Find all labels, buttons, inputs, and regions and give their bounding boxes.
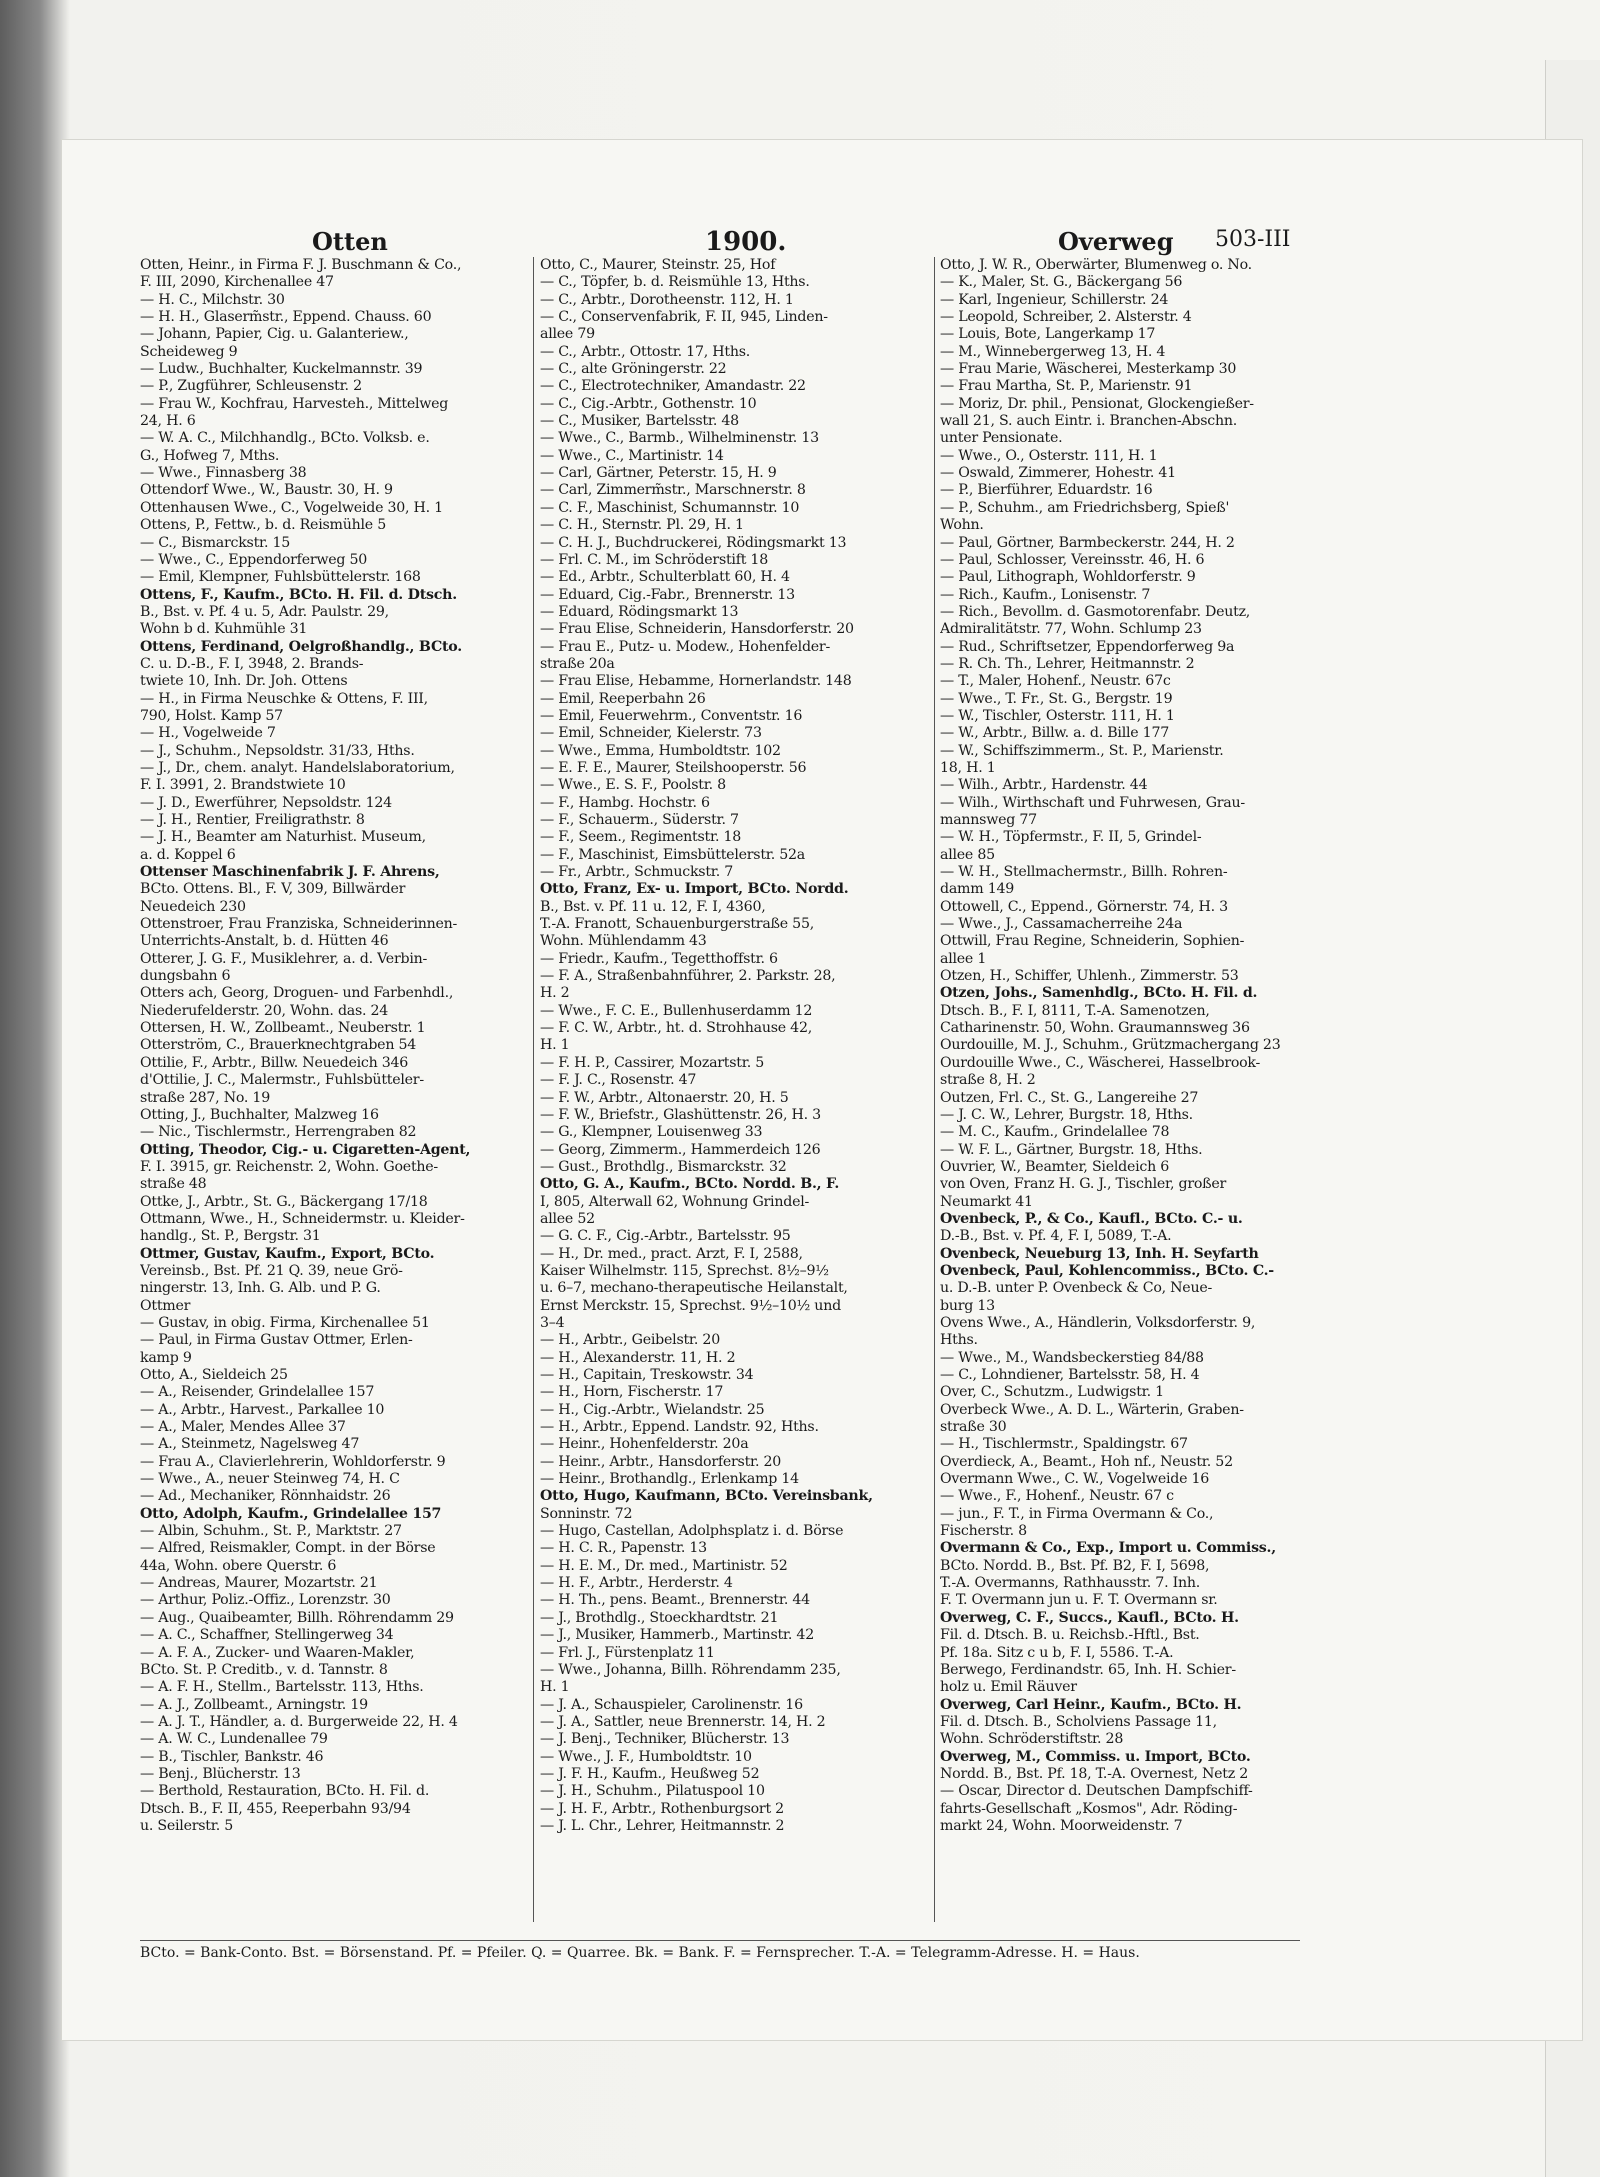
directory-line: — Frau W., Kochfrau, Harvestеh., Mittelweg [140, 395, 449, 412]
directory-line: Otto, Hugo, Kaufmann, BCto. Vereinsbank, [540, 1488, 873, 1505]
directory-line: — Wwe., J. F., Humboldtstr. 10 [540, 1748, 752, 1765]
directory-line: — A., Arbtr., Harvest., Parkallee 10 [140, 1401, 385, 1418]
directory-line: — Wwe., Finnasberg 38 [140, 465, 307, 482]
directory-line: Berwego, Ferdinandstr. 65, Inh. H. Schier- [940, 1661, 1236, 1678]
directory-line: — C., Musiker, Bartelsstr. 48 [540, 413, 739, 430]
directory-line: — Berthold, Restauration, BCto. H. Fil. d. [140, 1783, 430, 1800]
directory-line: — Wwe., E. S. F., Poolstr. 8 [540, 777, 726, 794]
directory-line: Ottenser Maschinenfabrik J. F. Ahrens, [140, 864, 440, 881]
directory-line: T.-A. Overmanns, Rathhausstr. 7. Inh. [940, 1575, 1200, 1592]
directory-line: — Rich., Kaufm., Lonisenstr. 7 [940, 586, 1151, 603]
directory-line: allee 52 [540, 1210, 595, 1227]
directory-line: Fil. d. Dtsch. B., Scholviens Passage 11, [940, 1713, 1217, 1730]
directory-line: — Johann, Papier, Cig. u. Galanteriew., [140, 326, 409, 343]
directory-line: Admiralitätstr. 77, Wohn. Schlump 23 [940, 621, 1202, 638]
directory-line: — Wwe., O., Osterstr. 111, H. 1 [940, 447, 1158, 464]
directory-line: Ottmer [140, 1297, 191, 1314]
directory-line: — J. Benj., Techniker, Blücherstr. 13 [540, 1731, 790, 1748]
directory-line: a. d. Koppel 6 [140, 846, 236, 863]
directory-line: u. D.-B. unter P. Ovenbeck & Co, Neue- [940, 1280, 1213, 1297]
directory-line: — Rich., Bevollm. d. Gasmotorenfabr. Deutz, [940, 603, 1251, 620]
directory-line: — A. F. H., Stellm., Bartelsstr. 113, Hths. [140, 1679, 424, 1696]
directory-line: — J. H., Rentier, Freiligrathstr. 8 [140, 812, 365, 828]
directory-line: handlg., St. P., Bergstr. 31 [140, 1228, 321, 1245]
directory-line: 44a, Wohn. obere Querstr. 6 [140, 1557, 337, 1574]
directory-line: — Heinr., Brothandlg., Erlenkamp 14 [540, 1471, 799, 1488]
directory-line: F. III, 2090, Kirchenallee 47 [140, 274, 334, 291]
directory-line: — Gustav, in obig. Firma, Kirchenallee 51 [140, 1314, 430, 1331]
directory-line: Vereinsb., Bst. Pf. 21 Q. 39, neue Grö- [140, 1262, 403, 1279]
directory-line: — P., Zugführer, Schleusenstr. 2 [140, 378, 362, 395]
directory-line: Hths. [940, 1332, 978, 1349]
directory-line: Fischerstr. 8 [940, 1523, 1027, 1540]
directory-line: — J., Schuhm., Nepsoldstr. 31/33, Hths. [140, 742, 415, 759]
directory-line: — Oscar, Director d. Deutschen Dampfschiff- [940, 1783, 1253, 1800]
directory-line: Otto, A., Sieldeich 25 [140, 1367, 288, 1383]
directory-line: Ottwill, Frau Regine, Schneiderin, Sophien- [940, 933, 1245, 950]
directory-line: Ottersen, H. W., Zollbeamt., Neuberstr. 1 [140, 1020, 426, 1037]
directory-line: Otto, Franz, Ex- u. Import, BCto. Nordd. [540, 881, 849, 898]
directory-line: — F. H. P., Cassirer, Mozartstr. 5 [540, 1054, 765, 1071]
directory-line: — J. C. W., Lehrer, Burgstr. 18, Hths. [940, 1106, 1193, 1123]
directory-line: — Wilh., Wirthschaft und Fuhrwesen, Grau- [940, 794, 1245, 811]
directory-line: — F., Maschinist, Eimsbüttelerstr. 52a [540, 846, 806, 863]
directory-line: — F., Schauerm., Süderstr. 7 [540, 812, 739, 828]
directory-line: twiete 10, Inh. Dr. Joh. Ottens [140, 673, 348, 690]
directory-line: — H. E. M., Dr. med., Martinistr. 52 [540, 1557, 788, 1574]
directory-line: — H., Arbtr., Eppend. Landstr. 92, Hths. [540, 1419, 819, 1436]
directory-line: Ernst Merckstr. 15, Sprechst. 9½–10½ und [540, 1297, 841, 1314]
directory-line: — G. C. F., Cig.-Arbtr., Bartelsstr. 95 [540, 1228, 791, 1245]
directory-line: — H., in Firma Neuschke & Ottens, F. III, [140, 690, 428, 707]
directory-line: Ovenbeck, Paul, Kohlencommiss., BCto. C.- [940, 1262, 1274, 1279]
directory-line: Overweg, M., Commiss. u. Import, BCto. [940, 1748, 1251, 1765]
header-right-keyword: Overweg [1058, 227, 1174, 256]
directory-line: Ovens Wwe., A., Händlerin, Volksdorferstr. 9, [940, 1314, 1256, 1331]
directory-line: F. I. 3915, gr. Reichenstr. 2, Wohn. Goethe- [140, 1158, 438, 1175]
directory-line: C. u. D.-B., F. I, 3948, 2. Brands- [140, 655, 364, 672]
directory-line: — C., Bismarckstr. 15 [140, 534, 291, 551]
directory-line: fahrts-Gesellschaft „Kosmos", Adr. Röding- [940, 1800, 1238, 1817]
directory-line: allee 85 [940, 846, 995, 863]
directory-line: — R. Ch. Th., Lehrer, Heitmannstr. 2 [940, 655, 1195, 672]
directory-line: — Emil, Feuerwehrm., Conventstr. 16 [540, 707, 803, 724]
directory-line: Otto, G. A., Kaufm., BCto. Nordd. B., F. [540, 1176, 840, 1193]
directory-line: Overweg, C. F., Succs., Kaufl., BCto. H. [940, 1609, 1239, 1626]
column-divider [533, 257, 534, 1922]
directory-line: — A. C., Schaffner, Stellingerweg 34 [140, 1627, 394, 1644]
directory-line: — Ed., Arbtr., Schulterblatt 60, H. 4 [540, 569, 790, 586]
directory-line: — Hugo, Castellan, Adolphsplatz i. d. Börse [540, 1523, 844, 1540]
directory-line: Ovenbeck, P., & Co., Kaufl., BCto. C.- u. [940, 1210, 1243, 1227]
directory-line: — Paul, in Firma Gustav Ottmer, Erlen- [140, 1332, 413, 1349]
directory-line: — Frau E., Putz- u. Modew., Hohenfelder- [540, 638, 830, 655]
directory-line: — Paul, Schlosser, Vereinsstr. 46, H. 6 [940, 551, 1205, 568]
directory-line: Wohn b d. Kuhmühle 31 [140, 621, 308, 638]
directory-line: Otto, C., Maurer, Steinstr. 25, Hof [540, 257, 776, 273]
directory-line: — Wilh., Arbtr., Hardenstr. 44 [940, 777, 1148, 794]
directory-line: — W. H., Töpfermstr., F. II, 5, Grindel- [940, 829, 1202, 846]
directory-line: — A. J. T., Händler, a. d. Burgerweide 22, H. 4 [140, 1713, 458, 1730]
directory-line: — A., Reisender, Grindelallee 157 [140, 1384, 375, 1401]
directory-line: — J. D., Ewerführer, Nepsoldstr. 124 [140, 794, 392, 811]
directory-line: Otting, Theodor, Cig.- u. Cigaretten-Agent, [140, 1141, 471, 1158]
directory-line: 18, H. 1 [940, 759, 996, 776]
directory-line: damm 149 [940, 881, 1015, 898]
directory-line: — Eduard, Rödingsmarkt 13 [540, 603, 739, 620]
directory-line: — Wwe., F. C. E., Bullenhuserdamm 12 [540, 1002, 813, 1019]
directory-line: — J. L. Chr., Lehrer, Heitmannstr. 2 [540, 1817, 785, 1834]
directory-line: Ottowell, C., Eppend., Görnerstr. 74, H. 3 [940, 898, 1228, 915]
directory-line: — Wwe., T. Fr., St. G., Bergstr. 19 [940, 690, 1173, 707]
directory-line: Unterrichts-Anstalt, b. d. Hütten 46 [140, 933, 389, 950]
directory-line: d'Ottilie, J. C., Malermstr., Fuhlsbütteler- [140, 1072, 424, 1089]
directory-line: burg 13 [940, 1297, 995, 1314]
directory-line: Ottendorf Wwe., W., Baustr. 30, H. 9 [140, 482, 393, 499]
directory-line: Catharinenstr. 50, Wohn. Graumannsweg 36 [940, 1020, 1250, 1037]
directory-line: — Frau A., Clavierlehrerin, Wohldorferstr. 9 [140, 1453, 446, 1470]
directory-line: — Moriz, Dr. phil., Pensionat, Glockengießer- [940, 395, 1254, 412]
directory-line: u. 6–7, mechano-therapeutische Heilanstalt, [540, 1280, 848, 1297]
directory-line: — C., Lohndiener, Bartelsstr. 58, H. 4 [940, 1367, 1200, 1383]
directory-line: 24, H. 6 [140, 413, 196, 430]
directory-line: D.-B., Bst. v. Pf. 4, F. I, 5089, T.-A. [940, 1228, 1172, 1245]
directory-line: — W., Tischler, Osterstr. 111, H. 1 [940, 707, 1175, 724]
directory-line: — W., Schiffszimmerm., St. P., Marienstr. [940, 742, 1224, 759]
directory-line: — Wwe., Emma, Humboldtstr. 102 [540, 742, 781, 759]
page-number: 503-III [1215, 227, 1291, 252]
directory-line: — Oswald, Zimmerer, Hohestr. 41 [940, 465, 1176, 482]
directory-line: Overdieck, A., Beamt., Hoh nf., Neustr. 52 [940, 1453, 1233, 1470]
directory-line: — C. H., Sternstr. Pl. 29, H. 1 [540, 517, 744, 534]
directory-line: — H., Capitain, Treskowstr. 34 [540, 1367, 754, 1383]
directory-line: Scheideweg 9 [140, 343, 238, 360]
directory-line: — Rud., Schriftsetzer, Eppendorferweg 9a [940, 638, 1235, 655]
directory-line: — G., Klempner, Louisenweg 33 [540, 1124, 763, 1141]
directory-line: — J. H., Schuhm., Pilatuspool 10 [540, 1783, 765, 1800]
column-1 [140, 257, 528, 1835]
directory-line: Dtsch. B., F. I, 8111, T.-A. Samenotzen, [940, 1002, 1210, 1019]
directory-line: Kaiser Wilhelmstr. 115, Sprechst. 8½–9½ [540, 1262, 829, 1279]
directory-line: — Friedr., Kaufm., Tegetthoffstr. 6 [540, 950, 778, 967]
directory-line: Otzen, Johs., Samenhdlg., BCto. H. Fil. d. [940, 985, 1258, 1002]
directory-line: — C., Conservenfabrik, F. II, 945, Linden- [540, 309, 828, 326]
directory-line: — W., Arbtr., Billw. a. d. Bille 177 [940, 725, 1170, 742]
directory-line: — J. H. F., Arbtr., Rothenburgsort 2 [540, 1800, 784, 1817]
directory-line: — Wwe., Johanna, Billh. Röhrendamm 235, [540, 1661, 841, 1678]
directory-line: — A. J., Zollbeamt., Arningstr. 19 [140, 1696, 368, 1713]
directory-line: — H., Dr. med., pract. Arzt, F. I, 2588, [540, 1245, 803, 1262]
directory-line: Otzen, H., Schiffer, Uhlenh., Zimmerstr. 53 [940, 968, 1239, 985]
directory-line: dungsbahn 6 [140, 968, 231, 985]
directory-line: mannsweg 77 [940, 812, 1037, 828]
directory-line: B., Bst. v. Pf. 11 u. 12, F. I, 4360, [540, 898, 766, 915]
directory-line: — J., Dr., chem. analyt. Handelslaboratorium, [140, 759, 455, 776]
directory-line: — H. C. R., Papenstr. 13 [540, 1540, 707, 1557]
directory-line: — Paul, Lithograph, Wohldorferstr. 9 [940, 569, 1196, 586]
directory-line: Wohn. [940, 517, 984, 534]
directory-line: — Frau Martha, St. P., Marienstr. 91 [940, 378, 1193, 395]
directory-line: — Benj., Blücherstr. 13 [140, 1765, 301, 1782]
directory-line: H. 1 [540, 1679, 570, 1696]
directory-line: — H., Vogelweide 7 [140, 725, 276, 742]
directory-line: — C., Cig.-Arbtr., Gothenstr. 10 [540, 395, 757, 412]
directory-line: — C., Arbtr., Dorotheenstr. 112, H. 1 [540, 291, 794, 308]
directory-line: straße 287, No. 19 [140, 1089, 270, 1106]
directory-line: — H., Cig.-Arbtr., Wielandstr. 25 [540, 1401, 765, 1418]
directory-line: Ottke, J., Arbtr., St. G., Bäckergang 17/18 [140, 1193, 428, 1210]
directory-line: — A., Steinmetz, Nagelsweg 47 [140, 1436, 360, 1453]
directory-line: Overbeck Wwe., A. D. L., Wärterin, Graben- [940, 1401, 1244, 1418]
directory-line: Fil. d. Dtsch. B. u. Reichsb.-Hftl., Bst. [940, 1627, 1200, 1644]
directory-line: Neuedeich 230 [140, 898, 246, 915]
directory-line: — H. C., Milchstr. 30 [140, 291, 285, 308]
directory-line: — F. A., Straßenbahnführer, 2. Parkstr. 28, [540, 968, 836, 985]
directory-line: — T., Maler, Hohenf., Neustr. 67c [940, 673, 1171, 690]
directory-line: Ottens, F., Kaufm., BCto. H. Fil. d. Dtsch. [140, 586, 457, 603]
directory-line: Overmann Wwe., C. W., Vogelweide 16 [940, 1471, 1210, 1488]
directory-line: — F. W., Arbtr., Altonaerstr. 20, H. 5 [540, 1089, 789, 1106]
directory-line: — A. W. C., Lundenallee 79 [140, 1731, 328, 1748]
directory-line: — H., Arbtr., Geibelstr. 20 [540, 1332, 720, 1349]
column-3 [940, 257, 1328, 1835]
directory-line: — Carl, Zimmerm̃str., Marschnerstr. 8 [540, 482, 806, 499]
directory-line: Pf. 18a. Sitz c u b, F. I, 5586. T.-A. [940, 1644, 1174, 1661]
directory-line: — H., Horn, Fischerstr. 17 [540, 1384, 724, 1401]
directory-line: kamp 9 [140, 1349, 192, 1366]
directory-line: — H. H., Glaserm̃str., Eppend. Chauss. 60 [140, 309, 432, 326]
abbreviation-legend: BCto. = Bank-Conto. Bst. = Börsenstand. Pf. = Pfeiler. Q. = Quarree. Bk. = Bank. F. = Fernsprecher. T.-A. = Telegramm-Adresse. H. = Haus. [140, 1940, 1300, 1961]
directory-line: — C., Töpfer, b. d. Reismühle 13, Hths. [540, 274, 810, 291]
directory-line: — P., Bierführer, Eduardstr. 16 [940, 482, 1153, 499]
column-divider [934, 257, 935, 1922]
directory-line: Ourdouille, M. J., Schuhm., Grützmachergang 23 [940, 1037, 1281, 1054]
directory-line: Otto, Adolph, Kaufm., Grindelallee 157 [140, 1505, 442, 1522]
directory-line: Ottens, Ferdinand, Oelgroßhandlg., BCto. [140, 638, 462, 655]
directory-line: G., Hofweg 7, Mths. [140, 447, 280, 464]
directory-line: markt 24, Wohn. Moorweidenstr. 7 [940, 1817, 1183, 1834]
directory-line: — C., alte Gröningerstr. 22 [540, 361, 727, 378]
directory-line: — Frau Elise, Hebamme, Hornerlandstr. 148 [540, 673, 852, 690]
directory-line: Ottens, P., Fettw., b. d. Reismühle 5 [140, 517, 386, 534]
directory-line: — C. H. J., Buchdruckerei, Rödingsmarkt 13 [540, 534, 847, 551]
directory-line: Otterström, C., Brauerknechtgraben 54 [140, 1037, 417, 1054]
directory-line: — Nic., Tischlermstr., Herrengraben 82 [140, 1124, 417, 1141]
directory-line: — Andreas, Maurer, Mozartstr. 21 [140, 1575, 378, 1592]
directory-line: — Emil, Reeperbahn 26 [540, 690, 706, 707]
directory-line: — F., Seem., Regimentstr. 18 [540, 829, 742, 846]
directory-line: Ottenstroer, Frau Franziska, Schneiderinnen- [140, 916, 458, 933]
column-2 [540, 257, 928, 1835]
directory-line: — Louis, Bote, Langerkamp 17 [940, 326, 1156, 343]
directory-line: — K., Maler, St. G., Bäckergang 56 [940, 274, 1183, 291]
directory-line: — Wwe., C., Barmb., Wilhelminenstr. 13 [540, 430, 819, 447]
directory-line: Ovenbeck, Neueburg 13, Inh. H. Seyfarth [940, 1245, 1259, 1262]
directory-line: — A., Maler, Mendes Allee 37 [140, 1419, 346, 1436]
directory-line: — J. H., Beamter am Naturhist. Museum, [140, 829, 426, 846]
directory-line: — Frau Marie, Wäscherei, Mesterkamp 30 [940, 361, 1237, 378]
directory-line: Outzen, Frl. C., St. G., Langereihe 27 [940, 1089, 1199, 1106]
directory-line: Ottenhausen Wwe., C., Vogelweide 30, H. 1 [140, 499, 443, 516]
directory-line: — Heinr., Arbtr., Hansdorferstr. 20 [540, 1453, 782, 1470]
directory-line: — J., Brothdlg., Stoeckhardtstr. 21 [540, 1609, 779, 1626]
directory-line: — M., Winnebergerweg 13, H. 4 [940, 343, 1166, 360]
directory-line: straße 8, H. 2 [940, 1072, 1036, 1089]
directory-line: H. 1 [540, 1037, 570, 1054]
directory-line: — Carl, Gärtner, Peterstr. 15, H. 9 [540, 465, 777, 482]
directory-line: — H. F., Arbtr., Herderstr. 4 [540, 1575, 733, 1592]
directory-line: Overweg, Carl Heinr., Kaufm., BCto. H. [940, 1696, 1242, 1713]
directory-line: Ouvrier, W., Beamter, Sieldeich 6 [940, 1158, 1170, 1175]
directory-line: Ottilie, F., Arbtr., Billw. Neuedeich 346 [140, 1054, 409, 1071]
directory-line: — Georg, Zimmerm., Hammerdeich 126 [540, 1141, 821, 1158]
directory-line: — M. C., Kaufm., Grindelallee 78 [940, 1124, 1170, 1141]
directory-line: Dtsch. B., F. II, 455, Reeperbahn 93/94 [140, 1800, 411, 1817]
directory-line: — Wwe., M., Wandsbeckerstieg 84/88 [940, 1349, 1204, 1366]
directory-line: — Albin, Schuhm., St. P., Marktstr. 27 [140, 1523, 402, 1540]
directory-line: ningerstr. 13, Inh. G. Alb. und P. G. [140, 1280, 381, 1297]
directory-line: — Karl, Ingenieur, Schillerstr. 24 [940, 291, 1169, 308]
directory-line: — H., Alexanderstr. 11, H. 2 [540, 1349, 736, 1366]
directory-line: Otto, J. W. R., Oberwärter, Blumenweg o. No. [940, 257, 1252, 273]
directory-line: — F. J. C., Rosenstr. 47 [540, 1072, 697, 1089]
directory-line: — Fr., Arbtr., Schmuckstr. 7 [540, 864, 734, 881]
directory-line: Otting, J., Buchhalter, Malzweg 16 [140, 1106, 379, 1123]
directory-line: — P., Schuhm., am Friedrichsberg, Spieß' [940, 499, 1230, 516]
directory-line: I, 805, Alterwall 62, Wohnung Grindel- [540, 1193, 810, 1210]
directory-line: F. I. 3991, 2. Brandstwiete 10 [140, 777, 346, 794]
directory-line: Wohn. Mühlendamm 43 [540, 933, 707, 950]
header-left-keyword: Otten [312, 227, 388, 256]
directory-line: F. T. Overmann jun u. F. T. Overmann sr. [940, 1592, 1218, 1609]
directory-line: — C. F., Maschinist, Schumannstr. 10 [540, 499, 800, 516]
directory-line: Overmann & Co., Exp., Import u. Commiss., [940, 1540, 1276, 1557]
directory-line: — F., Hambg. Hochstr. 6 [540, 794, 710, 811]
directory-line: H. 2 [540, 985, 570, 1002]
directory-line: — Frl. C. M., im Schröderstift 18 [540, 551, 768, 568]
directory-line: — J. A., Schauspieler, Carolinenstr. 16 [540, 1696, 803, 1713]
directory-line: — Ludw., Buchhalter, Kuckelmannstr. 39 [140, 361, 423, 378]
directory-line: — Eduard, Cig.-Fabr., Brennerstr. 13 [540, 586, 795, 603]
directory-line: von Oven, Franz H. G. J., Tischler, großer [940, 1176, 1227, 1193]
directory-line: — J. A., Sattler, neue Brennerstr. 14, H. 2 [540, 1713, 826, 1730]
directory-line: — A. F. A., Zucker- und Waaren-Makler, [140, 1644, 415, 1661]
directory-line: — B., Tischler, Bankstr. 46 [140, 1748, 324, 1765]
directory-line: Niederufelderstr. 20, Wohn. das. 24 [140, 1002, 389, 1019]
directory-line: — Wwe., A., neuer Steinweg 74, H. C [140, 1471, 400, 1488]
directory-line: Over, C., Schutzm., Ludwigstr. 1 [940, 1384, 1164, 1401]
directory-line: Wohn. Schröderstiftstr. 28 [940, 1731, 1124, 1748]
directory-line: — E. F. E., Maurer, Steilshooperstr. 56 [540, 759, 807, 776]
directory-line: — Ad., Mechaniker, Rönnhaidstr. 26 [140, 1488, 391, 1505]
directory-line: — Frau Elise, Schneiderin, Hansdorferstr. 20 [540, 621, 854, 638]
directory-line: — C., Electrotechniker, Amandastr. 22 [540, 378, 806, 395]
directory-line: BCto. Nordd. B., Bst. Pf. B2, F. I, 5698, [940, 1557, 1210, 1574]
directory-line: 790, Holst. Kamp 57 [140, 707, 283, 724]
directory-line: Ourdouille Wwe., C., Wäscherei, Hasselbrook- [940, 1054, 1261, 1071]
directory-line: — jun., F. T., in Firma Overmann & Co., [940, 1505, 1214, 1522]
directory-line: — C., Arbtr., Ottostr. 17, Hths. [540, 343, 751, 360]
directory-line: Ottmer, Gustav, Kaufm., Export, BCto. [140, 1245, 435, 1262]
directory-line: straße 30 [940, 1419, 1007, 1436]
directory-line: — Aug., Quaibeamter, Billh. Röhrendamm 29 [140, 1609, 454, 1626]
directory-line: BCto. Ottens. Bl., F. V, 309, Billwärder [140, 881, 406, 898]
directory-line: — Emil, Klempner, Fuhlsbüttelerstr. 168 [140, 569, 421, 586]
directory-line: — J., Musiker, Hammerb., Martinstr. 42 [540, 1627, 814, 1644]
directory-line: 3–4 [540, 1314, 565, 1331]
directory-line: — Gust., Brothdlg., Bismarckstr. 32 [540, 1158, 787, 1175]
directory-line: — F. C. W., Arbtr., ht. d. Strohhause 42, [540, 1020, 812, 1037]
directory-line: Otters ach, Georg, Droguen- und Farbenhdl., [140, 985, 454, 1002]
header-year: 1900. [705, 227, 787, 257]
directory-line: Otten, Heinr., in Firma F. J. Buschmann & Co., [140, 257, 462, 273]
directory-line: — H., Tischlermstr., Spaldingstr. 67 [940, 1436, 1188, 1453]
directory-line: — W. A. C., Milchhandlg., BCto. Volksb. e. [140, 430, 430, 447]
directory-line: Otterer, J. G. F., Musiklehrer, a. d. Verbin- [140, 950, 428, 967]
directory-line: Ottmann, Wwe., H., Schneidermstr. u. Kleider- [140, 1210, 465, 1227]
directory-line: unter Pensionate. [940, 430, 1063, 447]
directory-line: — J. F. H., Kaufm., Heußweg 52 [540, 1765, 760, 1782]
directory-line: T.-A. Franott, Schauenburgerstraße 55, [540, 916, 814, 933]
directory-line: BCto. St. P. Creditb., v. d. Tannstr. 8 [140, 1661, 388, 1678]
directory-line: straße 48 [140, 1176, 207, 1193]
directory-line: — F. W., Briefstr., Glashüttenstr. 26, H. 3 [540, 1106, 821, 1123]
directory-line: u. Seilerstr. 5 [140, 1817, 234, 1834]
directory-line: allee 79 [540, 326, 595, 343]
directory-line: — Arthur, Poliz.-Offiz., Lorenzstr. 30 [140, 1592, 391, 1609]
directory-line: — Wwe., F., Hohenf., Neustr. 67 c [940, 1488, 1174, 1505]
directory-line: straße 20a [540, 655, 615, 672]
directory-line: — Emil, Schneider, Kielerstr. 73 [540, 725, 762, 742]
directory-line: — Wwe., J., Cassamacherreihe 24a [940, 916, 1183, 933]
directory-line: — W. F. L., Gärtner, Burgstr. 18, Hths. [940, 1141, 1203, 1158]
directory-line: — Wwe., C., Eppendorferweg 50 [140, 551, 368, 568]
directory-line: — Paul, Görtner, Barmbeckerstr. 244, H. 2 [940, 534, 1235, 551]
directory-line: — Leopold, Schreiber, 2. Alsterstr. 4 [940, 309, 1192, 326]
directory-line: — Frl. J., Fürstenplatz 11 [540, 1644, 715, 1661]
directory-line: B., Bst. v. Pf. 4 u. 5, Adr. Paulstr. 29, [140, 603, 389, 620]
directory-line: Nordd. B., Bst. Pf. 18, T.-A. Overnest, Netz 2 [940, 1765, 1249, 1782]
directory-line: — Wwe., C., Martinistr. 14 [540, 447, 724, 464]
directory-line: Sonninstr. 72 [540, 1505, 633, 1522]
directory-line: wall 21, S. auch Eintr. i. Branchen-Abschn. [940, 413, 1238, 430]
directory-line: holz u. Emil Räuver [940, 1679, 1077, 1696]
directory-line: allee 1 [940, 950, 987, 967]
directory-line: — H. Th., pens. Beamt., Brennerstr. 44 [540, 1592, 810, 1609]
directory-line: — Heinr., Hohenfelderstr. 20a [540, 1436, 749, 1453]
directory-line: — W. H., Stellmachermstr., Billh. Rohren- [940, 864, 1228, 881]
directory-page [140, 225, 1300, 2005]
directory-line: — Alfred, Reismakler, Compt. in der Börse [140, 1540, 436, 1557]
directory-line: Neumarkt 41 [940, 1193, 1033, 1210]
